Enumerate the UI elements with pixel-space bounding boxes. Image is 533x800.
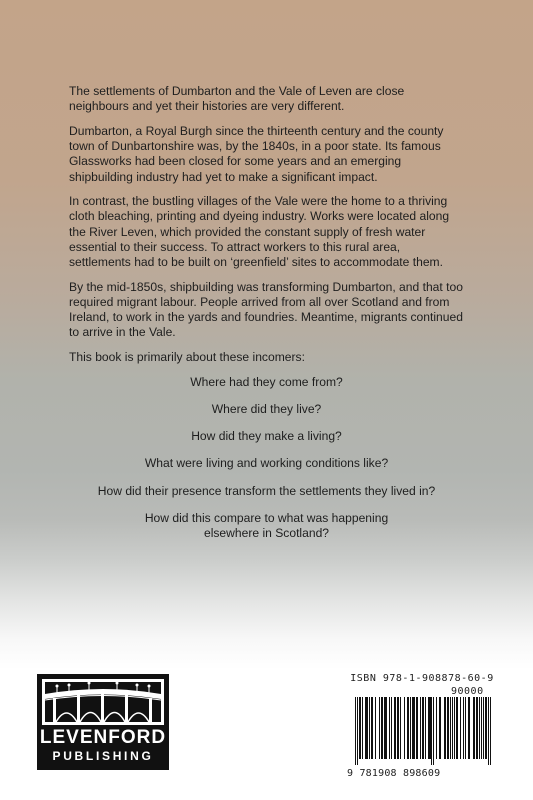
- barcode-bar: [439, 697, 441, 759]
- barcode-bar: [362, 697, 363, 759]
- barcode-bar: [407, 697, 409, 759]
- isbn-label: ISBN 978-1-908878-60-9: [350, 673, 494, 684]
- barcode-bar: [397, 697, 399, 759]
- barcode-bar: [485, 697, 487, 759]
- question-item: What were living and working conditions like?: [144, 456, 389, 471]
- blurb-paragraph: In contrast, the bustling villages of the Vale were the home to a thriving cloth bleaching, printing and dyeing industry. Works were located along the River Leven, which provided the constant supply of fresh water essential to their success. To attract workers to this rural area, settlements had to be built on ‘greenfield’ sites to accommodate them.: [69, 194, 450, 270]
- question-item: Where had they come from?: [190, 374, 343, 389]
- barcode-bar: [355, 697, 356, 765]
- blurb-paragraph: By the mid-1850s, shipbuilding was transforming Dumbarton, and that too required migrant labour. People arrived from all over Scotland and from Ireland, to work in the yards and foundries. Meantime, migrants continued to arrive in the Vale.: [69, 279, 463, 340]
- barcode-bar: [447, 697, 449, 759]
- barcode-bar: [468, 697, 470, 759]
- barcode-bar: [416, 697, 418, 759]
- barcode-bar: [473, 697, 475, 759]
- barcode-bar: [412, 697, 415, 759]
- barcode-bar: [450, 697, 451, 759]
- barcode-bar: [400, 697, 401, 759]
- barcode-bar: [481, 697, 482, 759]
- barcode-bar: [369, 697, 370, 759]
- barcode-bar: [483, 697, 484, 759]
- barcode-digits: 9 781908 898609: [347, 768, 441, 779]
- barcode-bar: [375, 697, 376, 759]
- blurb-paragraph: Dumbarton, a Royal Burgh since the thirteenth century and the county town of Dunbartonshire was, by the 1840s, in a poor state. Its famous Glassworks had been closed for some years and an emerging shipbuilding industry had yet to make a significant impact.: [69, 123, 444, 184]
- barcode-bar: [420, 697, 421, 759]
- barcode-bar: [454, 697, 455, 759]
- barcode-bar: [479, 697, 480, 759]
- blurb-paragraph: This book is primarily about these incomers:: [69, 350, 305, 365]
- barcode-bar: [425, 697, 426, 759]
- barcode-bars: [347, 697, 497, 769]
- barcode-bar: [456, 697, 458, 759]
- barcode-bar: [476, 697, 478, 759]
- publisher-subtitle: PUBLISHING: [52, 749, 154, 763]
- barcode-bar: [431, 697, 432, 765]
- barcode-bar: [379, 697, 380, 759]
- barcode-bar: [444, 697, 446, 759]
- barcode-bar: [422, 697, 424, 759]
- barcode-bar: [488, 697, 489, 765]
- barcode-bar: [452, 697, 453, 759]
- barcode-bar: [389, 697, 390, 759]
- barcode-bar: [463, 697, 464, 759]
- bridge-icon: [37, 674, 169, 728]
- barcode-bar: [357, 697, 358, 765]
- question-list: [69, 375, 464, 541]
- question-item: How did this compare to what was happening elsewhere in Scotland?: [144, 510, 389, 540]
- barcode-bar: [404, 697, 405, 759]
- question-item: How did they make a living?: [191, 429, 342, 444]
- barcode-bar: [428, 697, 431, 759]
- barcode-bar: [410, 697, 411, 759]
- question-item: Where did they live?: [211, 401, 322, 416]
- barcode-bar: [391, 697, 392, 759]
- publisher-logo: [37, 674, 169, 770]
- barcode-bar: [436, 697, 437, 759]
- barcode-bar: [384, 697, 387, 759]
- publisher-name: LEVENFORD: [39, 727, 167, 748]
- back-cover-blurb: [69, 84, 464, 553]
- barcode-bar: [433, 697, 434, 765]
- barcode-bar: [394, 697, 396, 759]
- barcode-bar: [359, 697, 361, 759]
- barcode-bar: [490, 697, 491, 765]
- barcode-bar: [371, 697, 373, 759]
- barcode-bar: [365, 697, 368, 759]
- blurb-paragraph: The settlements of Dumbarton and the Vale of Leven are close neighbours and yet their histories are very different.: [69, 84, 405, 114]
- price-code: 90000: [451, 686, 484, 697]
- barcode-bar: [465, 697, 466, 759]
- barcode-bar: [460, 697, 461, 759]
- isbn-barcode: [347, 673, 497, 781]
- question-item: How did their presence transform the settlements they lived in?: [97, 483, 436, 498]
- barcode-bar: [381, 697, 383, 759]
